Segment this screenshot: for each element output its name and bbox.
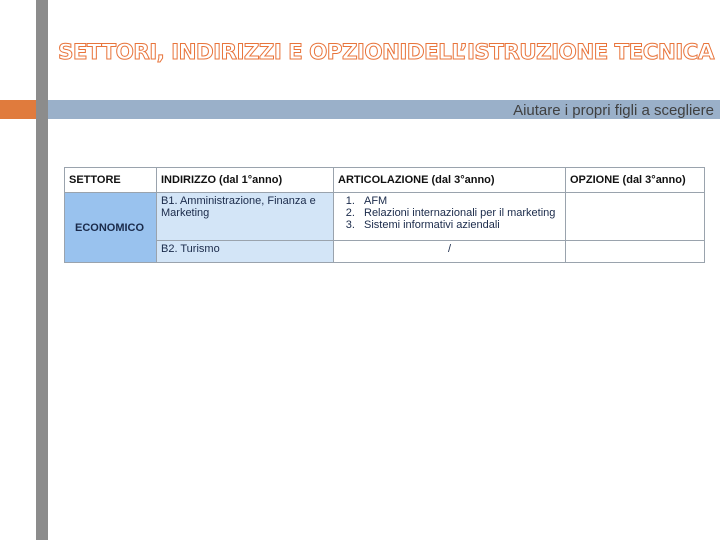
header-indirizzo: INDIRIZZO (dal 1°anno) bbox=[157, 168, 334, 193]
articolazione-cell: / bbox=[334, 241, 566, 263]
settore-cell: ECONOMICO bbox=[65, 193, 157, 263]
table-row bbox=[65, 241, 705, 263]
header-opzione: OPZIONE (dal 3°anno) bbox=[566, 168, 705, 193]
slide-subtitle: Aiutare i propri figli a scegliere bbox=[513, 102, 714, 119]
orange-accent-bar bbox=[0, 100, 36, 119]
list-item: 2. Relazioni internazionali per il marketing bbox=[358, 207, 561, 219]
list-item: 3. Sistemi informativi aziendali bbox=[358, 219, 561, 231]
left-decorative-bar bbox=[36, 0, 48, 540]
slide-title: SETTORI, INDIRIZZI E OPZIONIDELL’ISTRUZIONE TECNICA bbox=[58, 40, 714, 65]
table-row bbox=[65, 193, 705, 241]
indirizzo-cell: B2. Turismo bbox=[157, 241, 334, 263]
opzione-cell bbox=[566, 241, 705, 263]
settori-table bbox=[64, 167, 705, 263]
header-settore: SETTORE bbox=[65, 168, 157, 193]
list-item: 1. AFM bbox=[358, 195, 561, 207]
opzione-cell bbox=[566, 193, 705, 241]
articolazione-list bbox=[338, 195, 561, 231]
articolazione-cell bbox=[334, 193, 566, 241]
table-header-row bbox=[65, 168, 705, 193]
indirizzo-cell: B1. Amministrazione, Finanza e Marketing bbox=[157, 193, 334, 241]
header-articolazione: ARTICOLAZIONE (dal 3°anno) bbox=[334, 168, 566, 193]
